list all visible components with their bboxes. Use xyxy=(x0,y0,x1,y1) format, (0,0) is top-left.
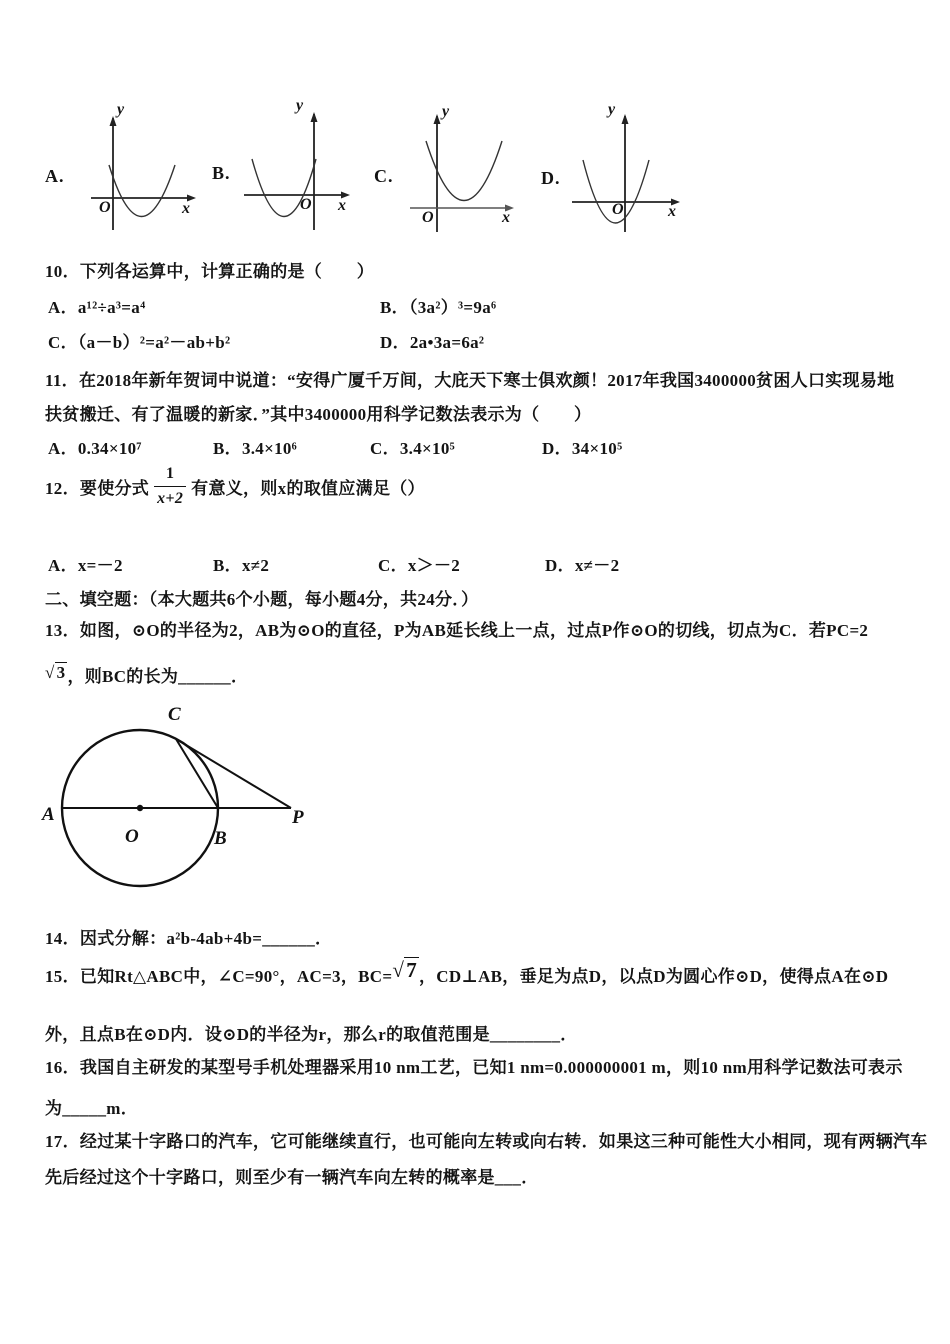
q11-option-d: D．34×10⁵ xyxy=(542,439,623,458)
x-axis-label: x xyxy=(182,200,190,217)
x-axis-label: x xyxy=(502,209,510,226)
figure-option-label-a: A. xyxy=(45,166,65,186)
y-axis-label: y xyxy=(117,101,125,118)
origin-label: O xyxy=(99,199,111,216)
q15-stem-line2: 外，且点B在⊙D内．设⊙D的半径为r，那么r的取值范围是________． xyxy=(45,1025,578,1044)
q17-stem-line1: 17．经过某十字路口的汽车，它可能继续直行，也可能向左转或向右转．如果这三种可能性大小相同，现有两辆汽车 xyxy=(45,1132,928,1151)
figure-option-label-c: C. xyxy=(374,166,394,186)
parabola-graph-c xyxy=(406,103,521,240)
radicand: 3 xyxy=(56,663,66,682)
parabola-graph-a xyxy=(85,101,200,238)
q14-stem: 14．因式分解：a²b-4ab+4b=______． xyxy=(45,929,333,948)
point-label-b: B xyxy=(214,828,227,849)
parabola-graph-d-svg xyxy=(568,106,683,240)
radical-sign: √ xyxy=(45,663,55,682)
origin-label: O xyxy=(612,201,624,218)
q12-option-a: A．x=－2 xyxy=(48,556,123,575)
q15-line1-after: ，CD⊥AB，垂足为点D，以点D为圆心作⊙D，使得点A在⊙D xyxy=(419,967,889,986)
y-axis-arrow xyxy=(622,114,629,124)
q12-option-b: B．x≠2 xyxy=(213,556,270,575)
parabola-graph-b-svg xyxy=(240,104,355,238)
q15-stem-line1 xyxy=(45,958,889,988)
origin-label: O xyxy=(422,209,434,226)
y-axis-label: y xyxy=(442,103,450,120)
q12-fraction xyxy=(154,466,186,507)
q11-stem-line1: 11．在2018年新年贺词中说道：“安得广厦千万间，大庇天下寒士俱欢颜！2017年我国3400000贫困人口实现易地 xyxy=(45,371,895,390)
q10-option-d: D．2a•3a=6a² xyxy=(380,333,485,352)
figure-option-label-b: B. xyxy=(212,163,231,183)
q13-line2-rest: ，则BC的长为______． xyxy=(67,667,249,686)
q10-option-a: A．a¹²÷a³=a⁴ xyxy=(48,298,146,317)
point-label-a: A xyxy=(42,804,55,825)
point-label-o: O xyxy=(125,826,139,847)
q10-stem: 10．下列各运算中，计算正确的是（ ） xyxy=(45,262,374,281)
section2-header: 二、填空题：（本大题共6个小题，每小题4分，共24分．） xyxy=(45,590,479,609)
y-axis-arrow xyxy=(311,112,318,122)
fraction-denominator: x+2 xyxy=(154,486,186,507)
q12-option-d: D．x≠－2 xyxy=(545,556,620,575)
x-axis-label: x xyxy=(668,203,676,220)
q11-option-a: A．0.34×10⁷ xyxy=(48,439,142,458)
parabola-graph-a-svg xyxy=(85,106,200,238)
radicand: 7 xyxy=(406,958,417,982)
q17-stem-line2: 先后经过这个十字路口，则至少有一辆汽车向左转的概率是___． xyxy=(45,1168,539,1187)
parabola-graph-b xyxy=(240,97,355,238)
q15-line1-before: 15．已知Rt△ABC中，∠C=90°，AC=3，BC= xyxy=(45,967,393,986)
q12-stem xyxy=(45,458,425,514)
q13-stem-line2 xyxy=(45,662,248,687)
q12-stem-after: 有意义，则x的取值应满足（） xyxy=(191,478,425,498)
point-label-p: P xyxy=(292,807,304,828)
q11-option-b: B．3.4×10⁶ xyxy=(213,439,298,458)
q12-stem-before: 12．要使分式 xyxy=(45,478,150,498)
figure-option-label-d: D. xyxy=(541,168,561,188)
sqrt-7 xyxy=(392,958,419,982)
q10-option-b: B．（3a²）³=9a⁶ xyxy=(380,298,497,317)
q16-stem-line2: 为_____m． xyxy=(45,1099,139,1118)
chord-cb xyxy=(176,739,218,808)
q16-stem-line1: 16．我国自主研发的某型号手机处理器采用10 nm工艺，已知1 nm=0.000000001 m，则10 nm用科学记数法可表示 xyxy=(45,1058,903,1077)
y-axis-arrow xyxy=(110,116,117,126)
x-axis-label: x xyxy=(338,197,346,214)
fraction-numerator: 1 xyxy=(165,464,175,482)
radical-sign: √ xyxy=(392,958,405,982)
tangent-cp xyxy=(176,739,291,808)
q13-stem-line1: 13．如图，⊙O的半径为2，AB为⊙O的直径，P为AB延长线上一点，过点P作⊙O的切线，切点为C．若PC=2 xyxy=(45,621,869,640)
parabola-graph-d xyxy=(568,101,683,240)
circle-figure xyxy=(28,693,338,913)
q12-option-c: C．x＞－2 xyxy=(378,556,461,575)
center-dot xyxy=(137,805,143,811)
circle-figure-svg xyxy=(28,693,338,913)
q11-option-c: C．3.4×10⁵ xyxy=(370,439,456,458)
y-axis-label: y xyxy=(608,101,616,118)
point-label-c: C xyxy=(168,704,181,725)
q10-option-c: C．（a－b）²=a²－ab+b² xyxy=(48,333,231,352)
origin-label: O xyxy=(300,196,312,213)
parabola-curve xyxy=(109,165,175,217)
sqrt-3 xyxy=(45,663,67,682)
y-axis-label: y xyxy=(296,97,304,114)
y-axis-arrow xyxy=(434,114,441,124)
q11-stem-line2: 扶贫搬迁、有了温暖的新家．”其中3400000用科学记数法表示为（ ） xyxy=(45,405,592,424)
